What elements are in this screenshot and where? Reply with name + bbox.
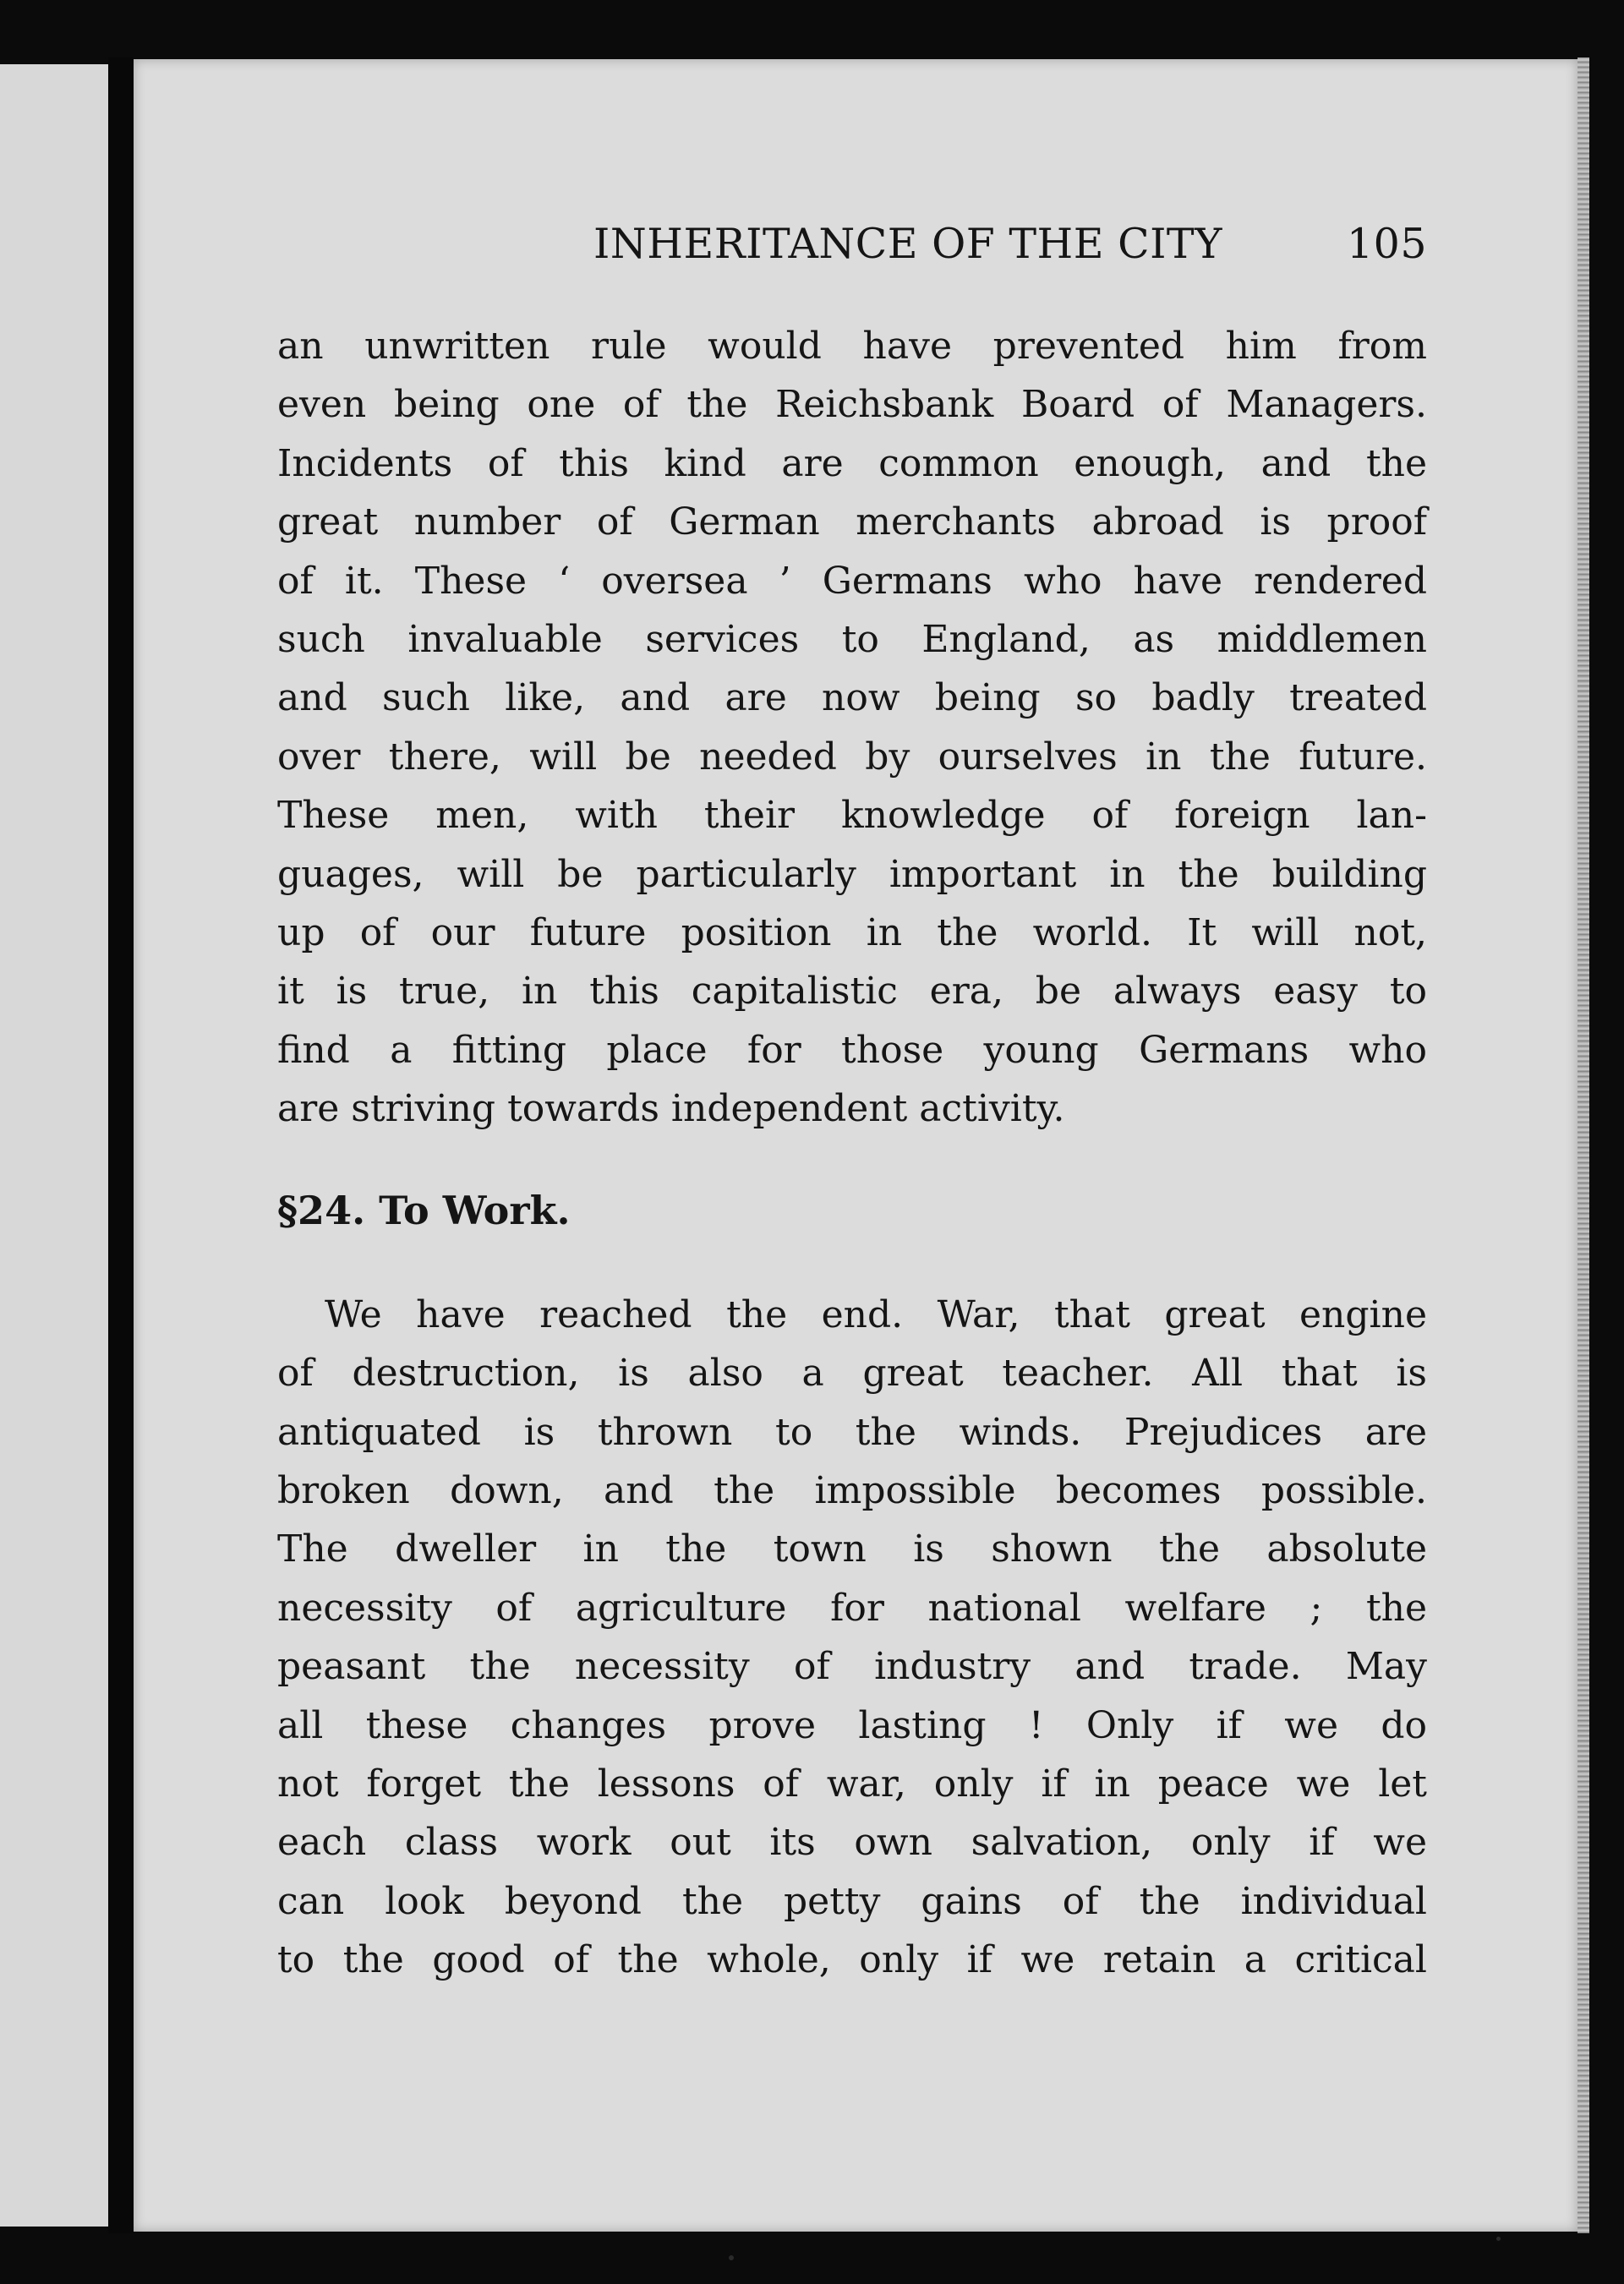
text-line: find a fitting place for those young Germans who bbox=[277, 1029, 1427, 1072]
text-line: over there, will be needed by ourselves in the future. bbox=[277, 735, 1427, 779]
text-line: not forget the lessons of war, only if in peace we let bbox=[277, 1762, 1427, 1806]
text-line: all these changes prove lasting ! Only if we do bbox=[277, 1704, 1427, 1747]
scan-speck bbox=[1496, 2237, 1501, 2241]
text-line: guages, will be particularly important in the building bbox=[277, 853, 1427, 896]
text-line: The dweller in the town is shown the absolute bbox=[277, 1527, 1427, 1571]
book-gutter bbox=[108, 57, 134, 2233]
text-line: even being one of the Reichsbank Board of Managers. bbox=[277, 383, 1427, 426]
text-line: These men, with their knowledge of foreign lan- bbox=[277, 794, 1427, 837]
book-page bbox=[134, 59, 1578, 2232]
text-line: to the good of the whole, only if we retain a critical bbox=[277, 1938, 1427, 1981]
scan-speck bbox=[729, 2255, 734, 2260]
text-line: broken down, and the impossible becomes possible. bbox=[277, 1469, 1427, 1512]
running-head bbox=[277, 220, 1427, 270]
page-number: 105 bbox=[1346, 220, 1427, 268]
text-line: and such like, and are now being so badly treated bbox=[277, 676, 1427, 719]
text-line: are striving towards independent activity. bbox=[277, 1087, 1065, 1130]
section-heading: §24. To Work. bbox=[277, 1188, 571, 1233]
text-line: peasant the necessity of industry and trade. May bbox=[277, 1645, 1427, 1688]
text-line: such invaluable services to England, as middlemen bbox=[277, 618, 1427, 661]
text-line: each class work out its own salvation, only if we bbox=[277, 1821, 1427, 1864]
running-head-title: INHERITANCE OF THE CITY bbox=[593, 220, 1222, 268]
text-line: great number of German merchants abroad is proof bbox=[277, 500, 1427, 544]
text-line: up of our future position in the world. It will not, bbox=[277, 911, 1427, 954]
text-line: We have reached the end. War, that great engine bbox=[325, 1293, 1427, 1336]
text-line: of destruction, is also a great teacher. All that is bbox=[277, 1352, 1427, 1395]
text-line: can look beyond the petty gains of the individual bbox=[277, 1880, 1427, 1923]
facing-page-edge bbox=[0, 64, 108, 2227]
text-line: of it. These ‘ oversea ’ Germans who have rendered bbox=[277, 560, 1427, 603]
page-edge-right bbox=[1578, 57, 1589, 2233]
text-line: it is true, in this capitalistic era, be always easy to bbox=[277, 970, 1427, 1013]
text-line: an unwritten rule would have prevented him from bbox=[277, 325, 1427, 368]
text-line: necessity of agriculture for national welfare ; the bbox=[277, 1587, 1427, 1630]
text-line: Incidents of this kind are common enough, and the bbox=[277, 442, 1427, 485]
text-line: antiquated is thrown to the winds. Prejudices are bbox=[277, 1411, 1427, 1454]
